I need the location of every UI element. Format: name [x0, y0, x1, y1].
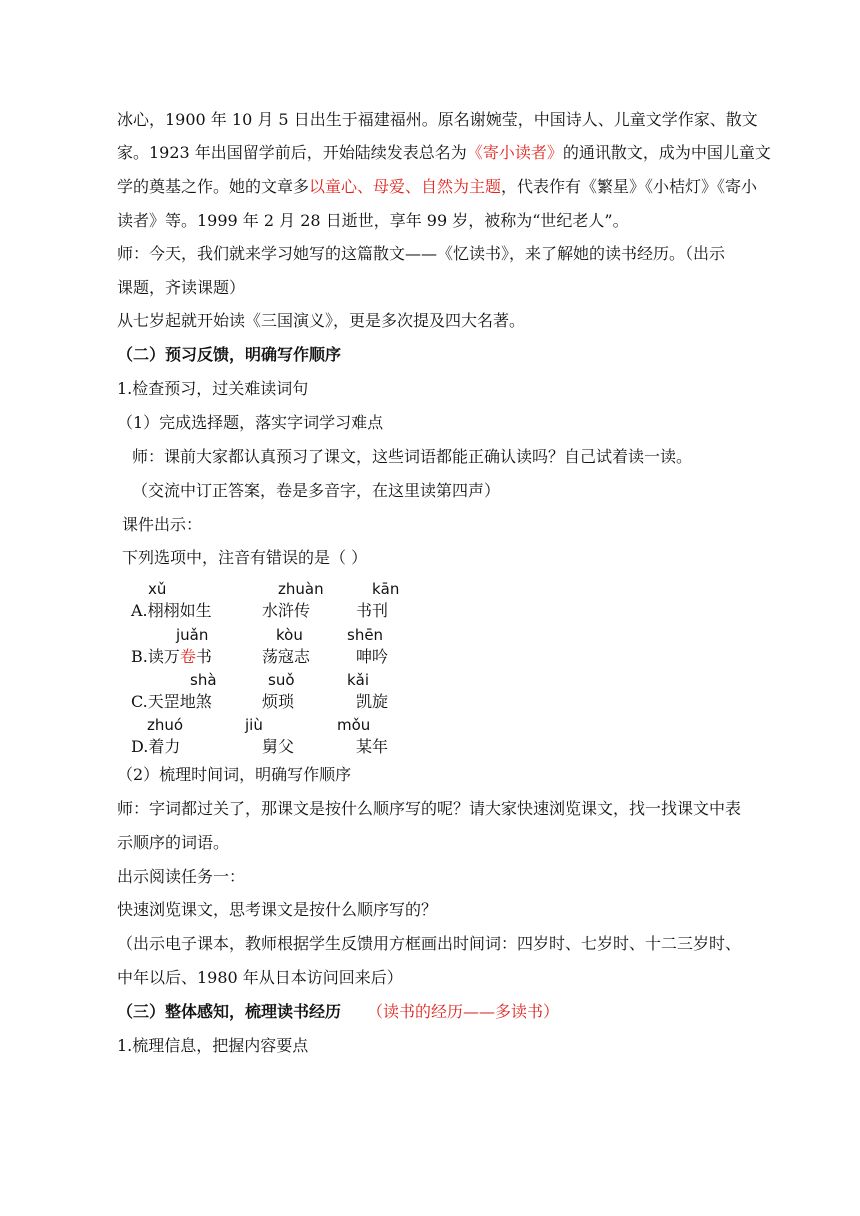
option-b-word-3: 呻吟: [356, 647, 389, 666]
option-b-word-2: 荡寇志: [262, 647, 311, 666]
option-a-pinyin-1: xǔ: [148, 580, 167, 598]
intro-line-4: 读者》等。1999 年 2 月 28 日逝世，享年 99 岁，被称为“世纪老人”。: [117, 211, 629, 230]
option-b-row: [131, 646, 212, 668]
option-b-word-1b: 书: [195, 647, 212, 666]
teacher-2-line-1: 师：字词都过关了，那课文是按什么顺序写的呢？请大家快速浏览课文，找一找课文中表: [117, 799, 742, 818]
option-a-word-2: 水浒传: [262, 601, 311, 620]
courseware-label: 课件出示：: [122, 515, 203, 534]
option-a-row: [131, 600, 212, 622]
option-d-pinyin-3: mǒu: [337, 716, 371, 734]
section-3-heading-row: [117, 1001, 559, 1023]
teacher-2-line-2: 示顺序的词语。: [117, 833, 230, 852]
intro-line-3-text-a: 学的奠基之作。她的文章多: [117, 177, 310, 196]
option-c-word-2: 烦琐: [262, 692, 295, 711]
option-d-row: [131, 736, 180, 758]
option-b-pinyin-1: juǎn: [176, 626, 209, 644]
option-c-pinyin-3: kǎi: [347, 671, 370, 689]
option-d-label: D.: [131, 737, 149, 756]
option-c-pinyin-2: suǒ: [268, 671, 295, 689]
section-2-item-1: 1.检查预习，过关难读词句: [117, 379, 309, 398]
intro-line-3-text-b: ，代表作有《繁星》《小桔灯》《寄小: [501, 177, 758, 196]
teacher-line-2: 课题，齐读课题）: [117, 278, 246, 297]
option-d-word-1: 着力: [148, 737, 181, 756]
option-a-label: A.: [131, 601, 148, 620]
task-text: 快速浏览课文，思考课文是按什么顺序写的？: [117, 900, 438, 919]
question-text: 下列选项中，注音有错误的是（ ）: [122, 548, 368, 567]
option-b-highlight-char: 卷: [179, 647, 196, 666]
section-2-teacher: 师：课前大家都认真预习了课文，这些词语都能正确认读吗？自己试着读一读。: [132, 447, 693, 466]
intro-line-2-text-a: 家。1923 年出国留学前后，开始陆续发表总名为: [117, 143, 467, 162]
option-a-pinyin-3: kān: [372, 580, 400, 598]
option-c-label: C.: [131, 692, 148, 711]
option-a-word-3: 书刊: [356, 601, 389, 620]
section-3-item-1: 1.梳理信息，把握内容要点: [117, 1036, 309, 1055]
note-line: 从七岁起就开始读《三国演义》，更是多次提及四大名著。: [117, 311, 526, 330]
option-b-pinyin-3: shēn: [347, 626, 384, 644]
option-b-word-1a: 读万: [147, 647, 180, 666]
intro-line-2: [117, 142, 771, 164]
option-c-row: [131, 691, 212, 713]
option-c-pinyin-1: shà: [190, 671, 217, 689]
section-2-heading: （二）预习反馈，明确写作顺序: [117, 345, 342, 364]
option-d-pinyin-1: zhuó: [147, 716, 184, 734]
highlight-title: 《寄小读者》: [466, 143, 563, 162]
teacher-line-1: 师：今天，我们就来学习她写的这篇散文——《忆读书》，来了解她的读书经历。（出示: [117, 244, 726, 263]
section-3-highlight: （读书的经历——多读书）: [367, 1002, 560, 1021]
note-2-line-2: 中年以后、1980 年从日本访问回来后）: [117, 968, 403, 987]
highlight-theme: 以童心、母爱、自然为主题: [309, 177, 502, 196]
section-2-sub-1: （1）完成选择题，落实字词学习难点: [117, 413, 384, 432]
intro-line-1: 冰心，1900 年 10 月 5 日出生于福建福州。原名谢婉莹，中国诗人、儿童文学作家、散文: [117, 110, 758, 129]
section-2-sub-2: （2）梳理时间词，明确写作顺序: [117, 765, 352, 784]
section-3-heading: （三）整体感知，梳理读书经历: [117, 1002, 342, 1021]
option-a-pinyin-2: zhuàn: [278, 580, 324, 598]
note-2-line-1: （出示电子课本，教师根据学生反馈用方框画出时间词：四岁时、七岁时、十二三岁时、: [117, 934, 742, 953]
option-c-word-3: 凯旋: [356, 692, 389, 711]
intro-line-2-text-b: 的通讯散文，成为中国儿童文: [562, 143, 771, 162]
option-d-word-3: 某年: [356, 737, 389, 756]
intro-line-3: [117, 176, 757, 198]
option-b-label: B.: [131, 647, 148, 666]
option-c-word-1: 天罡地煞: [147, 692, 212, 711]
task-title: 出示阅读任务一：: [117, 867, 246, 886]
option-a-word-1: 栩栩如生: [147, 601, 212, 620]
option-b-pinyin-2: kòu: [276, 626, 303, 644]
option-d-pinyin-2: jiù: [245, 716, 263, 734]
section-2-exchange: （交流中订正答案，卷是多音字，在这里读第四声）: [132, 481, 501, 500]
option-d-word-2: 舅父: [262, 737, 295, 756]
